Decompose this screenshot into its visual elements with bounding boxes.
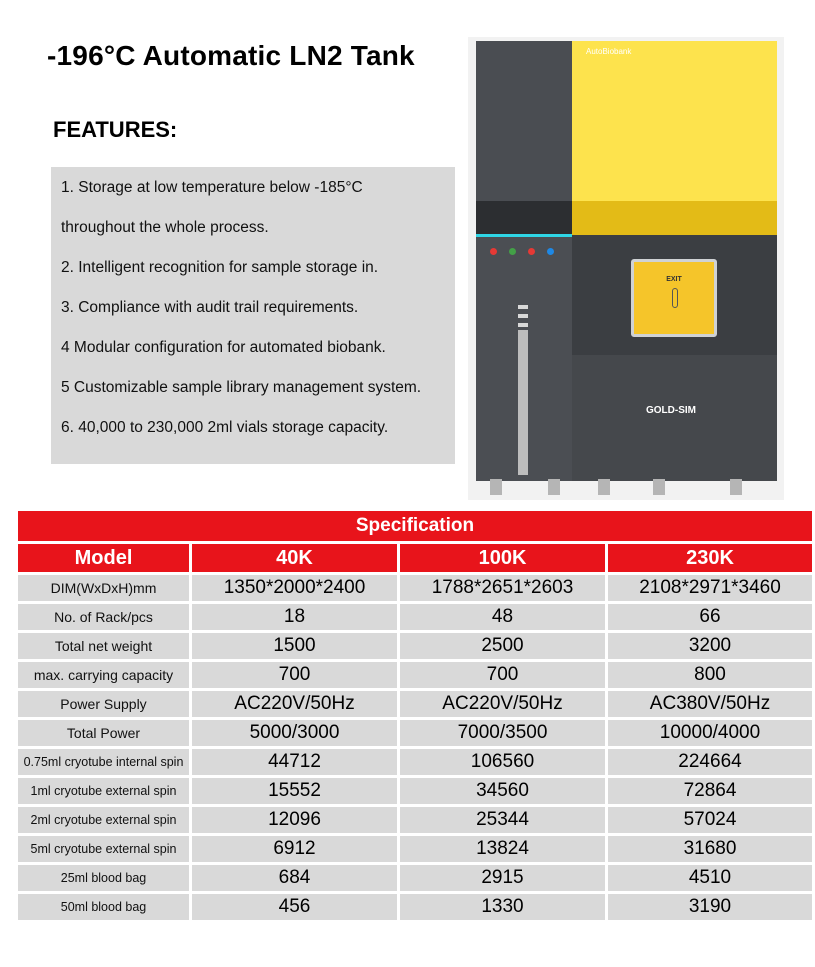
table-cell: 700 <box>399 661 607 690</box>
table-row <box>17 748 814 777</box>
table-cell: 13824 <box>399 835 607 864</box>
machine-foot <box>653 479 665 495</box>
machine-foot <box>730 479 742 495</box>
table-cell: 44712 <box>191 748 399 777</box>
feature-line: 1. Storage at low temperature below -185°C <box>61 179 363 196</box>
table-row <box>17 661 814 690</box>
table-cell: AC380V/50Hz <box>607 690 814 719</box>
row-label: Total Power <box>17 719 191 748</box>
row-label: 2ml cryotube external spin <box>17 806 191 835</box>
table-cell: 66 <box>607 603 814 632</box>
page-title: -196°C Automatic LN2 Tank <box>47 40 415 71</box>
feature-line: 6. 40,000 to 230,000 2ml vials storage capacity. <box>61 419 389 436</box>
machine-yellow-panel <box>572 41 777 201</box>
key-slot-icon <box>672 288 678 308</box>
table-cell: AC220V/50Hz <box>399 690 607 719</box>
machine-foot <box>598 479 610 495</box>
green-button-icon <box>509 248 516 255</box>
table-cell: 1350*2000*2400 <box>191 574 399 603</box>
table-cell: 5000/3000 <box>191 719 399 748</box>
machine-yellow-band <box>572 201 777 235</box>
table-cell: 7000/3500 <box>399 719 607 748</box>
red-button-icon <box>528 248 535 255</box>
table-cell: 2108*2971*3460 <box>607 574 814 603</box>
window-exit-label: EXIT <box>666 276 682 283</box>
table-cell: 106560 <box>399 748 607 777</box>
table-row <box>17 893 814 922</box>
table-cell: 10000/4000 <box>607 719 814 748</box>
machine-left-band <box>476 201 572 235</box>
table-row <box>17 864 814 893</box>
feature-line: 5 Customizable sample library management system. <box>61 379 422 396</box>
specification-table <box>15 508 815 923</box>
machine-left-top-panel <box>476 41 572 201</box>
feature-line: throughout the whole process. <box>61 219 269 236</box>
table-cell: 12096 <box>191 806 399 835</box>
table-row <box>17 574 814 603</box>
row-label: max. carrying capacity <box>17 661 191 690</box>
table-cell: 1788*2651*2603 <box>399 574 607 603</box>
table-row <box>17 690 814 719</box>
row-label: 25ml blood bag <box>17 864 191 893</box>
table-cell: 4510 <box>607 864 814 893</box>
red-button-icon <box>490 248 497 255</box>
blue-button-icon <box>547 248 554 255</box>
feature-line: 3. Compliance with audit trail requirements. <box>61 299 359 316</box>
machine-foot <box>548 479 560 495</box>
table-cell: 72864 <box>607 777 814 806</box>
row-label: Power Supply <box>17 690 191 719</box>
features-heading: FEATURES: <box>53 117 178 142</box>
machine-brand-label: AutoBiobank <box>586 47 632 56</box>
product-image <box>468 37 784 500</box>
table-cell: 25344 <box>399 806 607 835</box>
table-cell: 34560 <box>399 777 607 806</box>
row-label: 1ml cryotube external spin <box>17 777 191 806</box>
row-label: DIM(WxDxH)mm <box>17 574 191 603</box>
machine-access-window <box>631 259 717 337</box>
table-row <box>17 632 814 661</box>
row-label: 50ml blood bag <box>17 893 191 922</box>
features-box <box>51 167 455 464</box>
table-row <box>17 603 814 632</box>
machine-lower-panel <box>572 355 777 481</box>
vent-slot <box>518 323 528 327</box>
table-cell: 456 <box>191 893 399 922</box>
table-row <box>17 719 814 748</box>
table-cell: 57024 <box>607 806 814 835</box>
machine-foot <box>490 479 502 495</box>
header-model-100k: 100K <box>399 543 607 574</box>
row-label: No. of Rack/pcs <box>17 603 191 632</box>
machine-nameplate: GOLD-SIM <box>646 405 696 416</box>
feature-line: 2. Intelligent recognition for sample storage in. <box>61 259 379 276</box>
table-cell: 15552 <box>191 777 399 806</box>
header-model-230k: 230K <box>607 543 814 574</box>
table-cell: 684 <box>191 864 399 893</box>
machine-handle-bar <box>518 330 528 475</box>
table-cell: 3190 <box>607 893 814 922</box>
spec-title: Specification <box>17 510 814 543</box>
table-cell: 3200 <box>607 632 814 661</box>
row-label: Total net weight <box>17 632 191 661</box>
table-cell: 1500 <box>191 632 399 661</box>
vent-slot <box>518 305 528 309</box>
table-cell: 18 <box>191 603 399 632</box>
row-label: 5ml cryotube external spin <box>17 835 191 864</box>
table-cell: 48 <box>399 603 607 632</box>
table-cell: 2915 <box>399 864 607 893</box>
table-row <box>17 806 814 835</box>
vent-slot <box>518 314 528 318</box>
header-model-40k: 40K <box>191 543 399 574</box>
table-cell: 1330 <box>399 893 607 922</box>
table-cell: 800 <box>607 661 814 690</box>
table-cell: 31680 <box>607 835 814 864</box>
table-cell: 700 <box>191 661 399 690</box>
table-cell: 6912 <box>191 835 399 864</box>
table-row <box>17 777 814 806</box>
table-cell: AC220V/50Hz <box>191 690 399 719</box>
header-model: Model <box>17 543 191 574</box>
table-cell: 2500 <box>399 632 607 661</box>
table-cell: 224664 <box>607 748 814 777</box>
table-row <box>17 835 814 864</box>
feature-line: 4 Modular configuration for automated biobank. <box>61 339 386 356</box>
row-label: 0.75ml cryotube internal spin <box>17 748 191 777</box>
